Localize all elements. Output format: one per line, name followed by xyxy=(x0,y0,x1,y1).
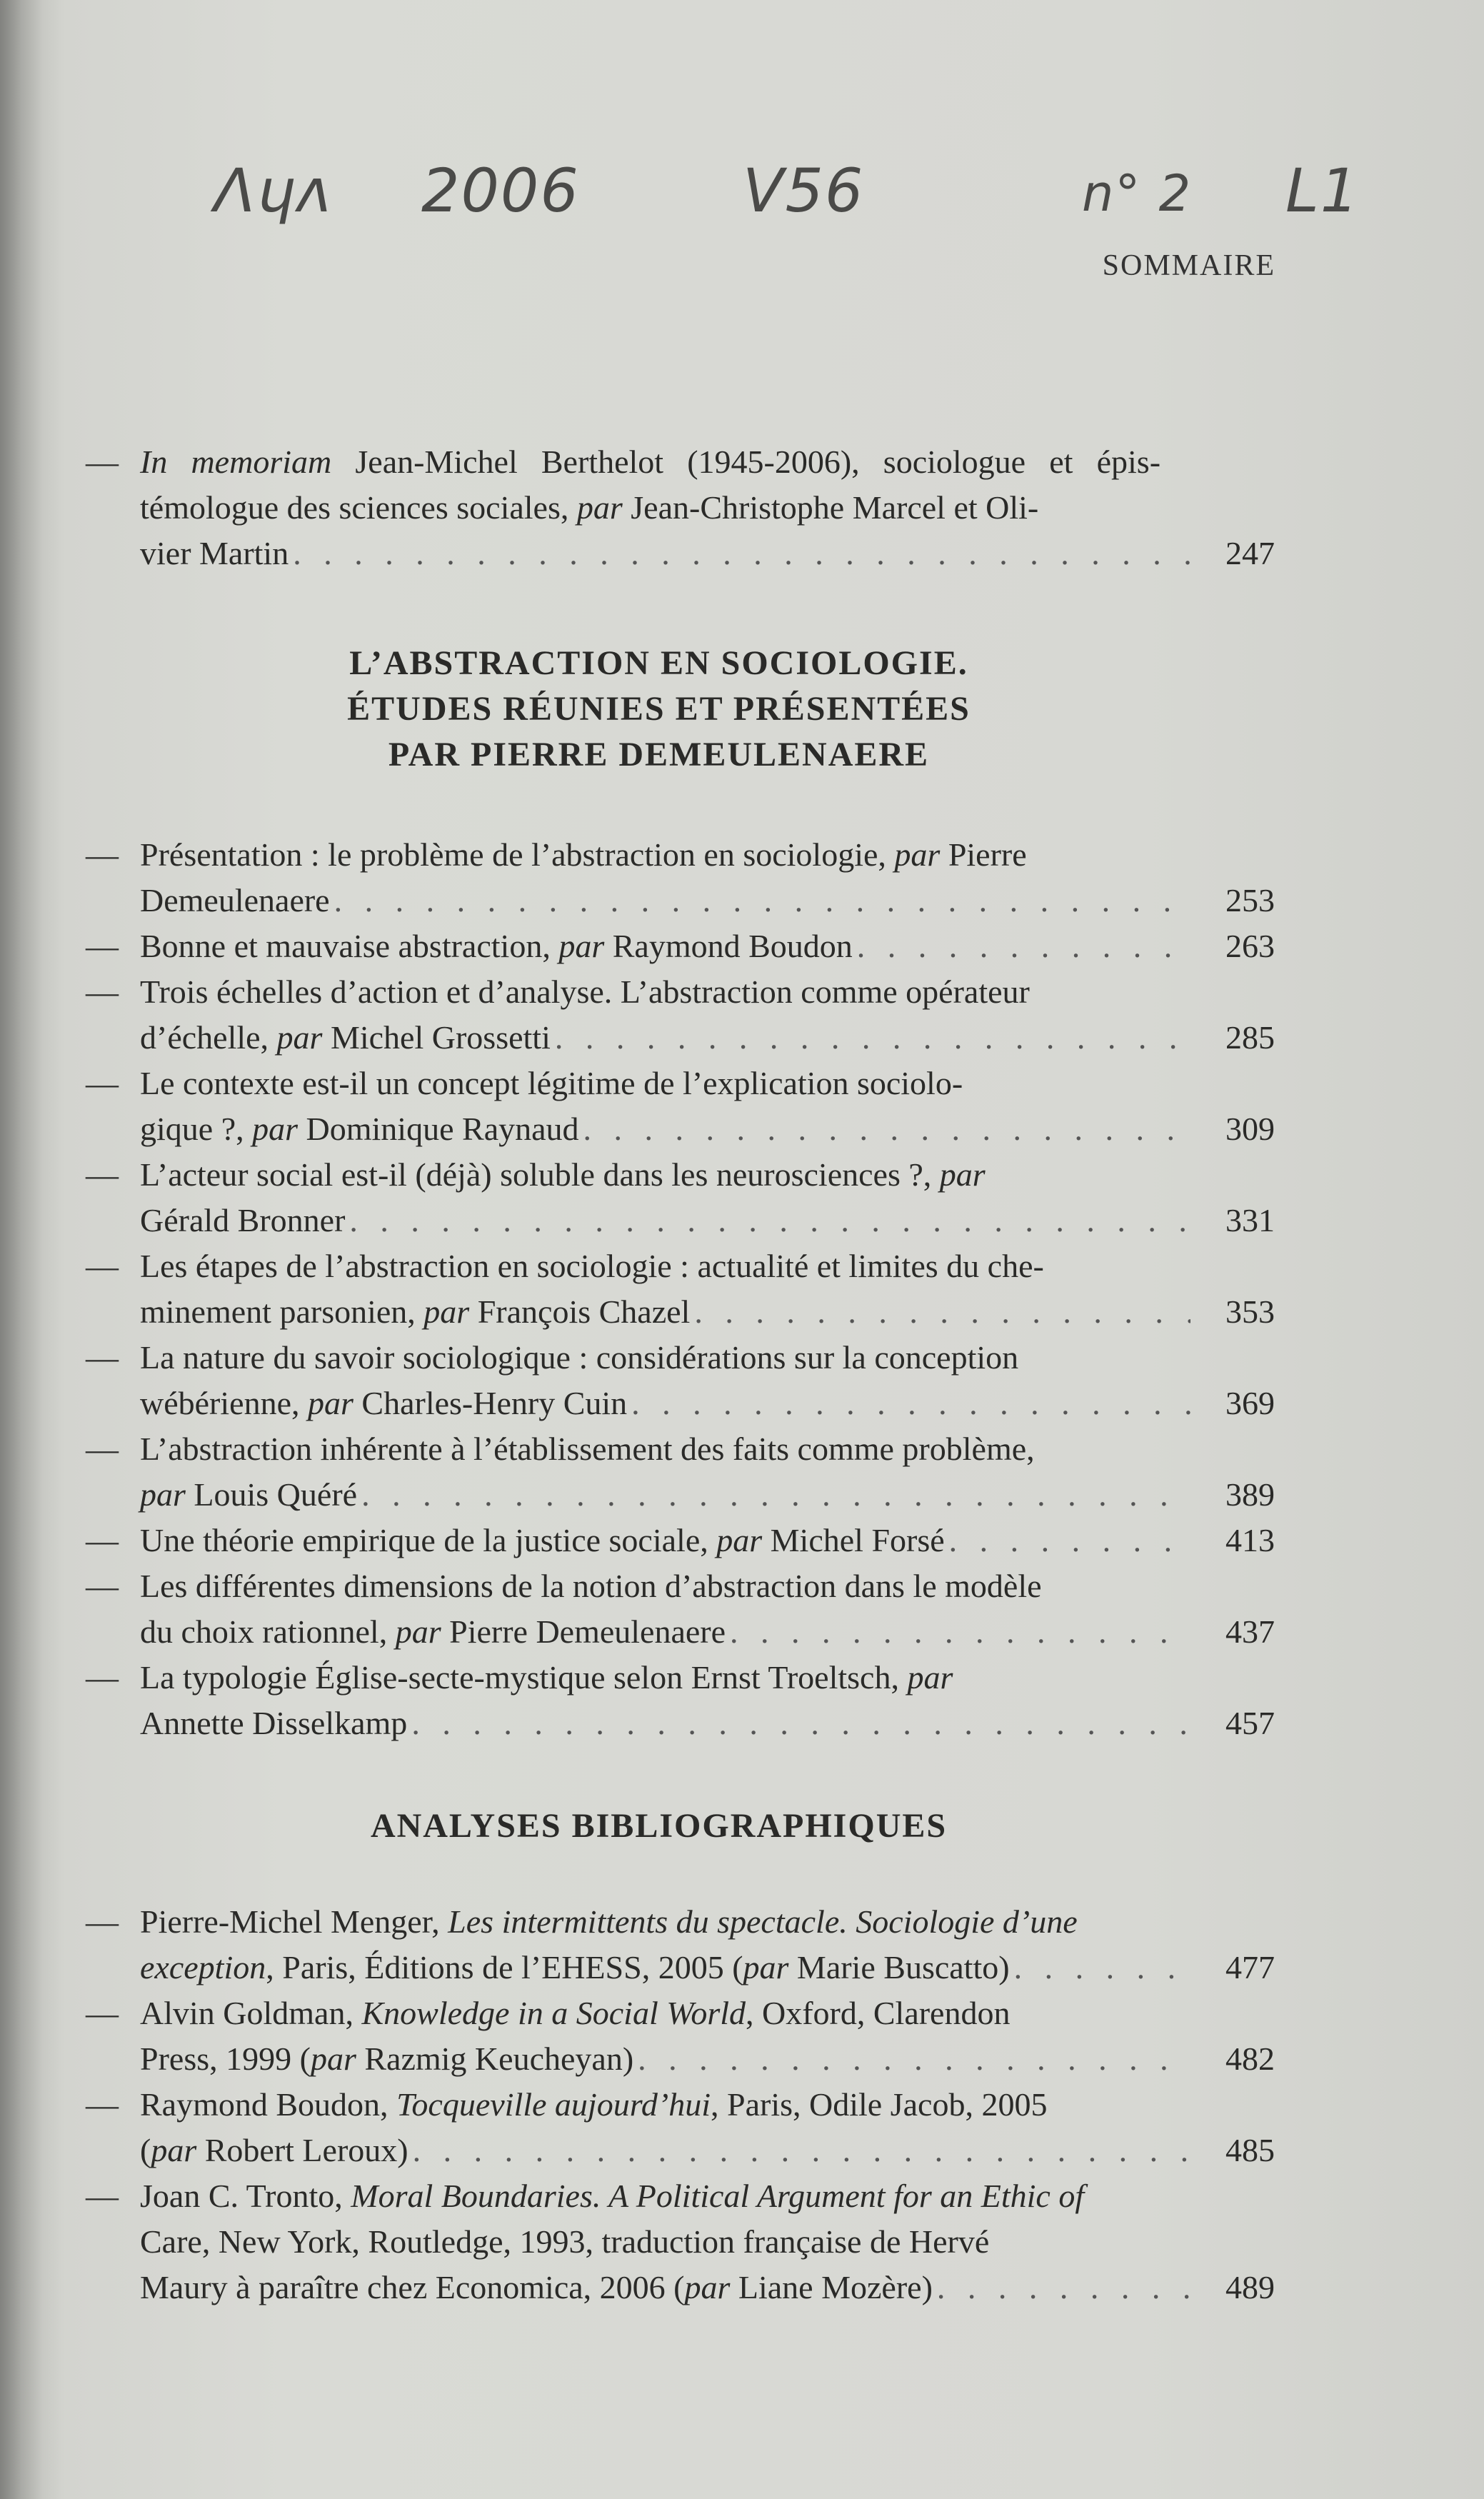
entry-text: Présentation : le problème de l’abstraction en sociologie, par Pierre xyxy=(140,836,1027,873)
entry-dash: — xyxy=(86,973,119,1010)
entry-last-line: Press, 1999 (par Razmig Keucheyan) . . . 482 xyxy=(140,2036,1275,2082)
entry-text: Les différentes dimensions de la notion d’abstraction dans le modèle xyxy=(140,1568,1042,1604)
section-title-abstraction: L’ABSTRACTION EN SOCIOLOGIE. ÉTUDES RÉUNIES ET PRÉSENTÉES PAR PIERRE DEMEULENAERE xyxy=(347,644,971,773)
leader-dots xyxy=(411,1701,1190,1746)
toc-entry[interactable] xyxy=(86,969,1275,1061)
entry-last-line: Une théorie empirique de la justice sociale, par Michel Forsé . . . 413 xyxy=(140,1518,1275,1563)
page-number: 331 xyxy=(1225,1202,1275,1238)
entry-text: La nature du savoir sociologique : considérations sur la conception xyxy=(140,1339,1019,1376)
entry-dash: — xyxy=(86,1065,119,1101)
entry-dash: — xyxy=(86,1995,119,2031)
page-number: 477 xyxy=(1225,1949,1275,1985)
toc-entry[interactable] xyxy=(86,1152,1275,1243)
toc-entry[interactable] xyxy=(86,1426,1275,1518)
section-title-analyses: ANALYSES BIBLIOGRAPHIQUES xyxy=(370,1807,948,1845)
entry-text: Pierre-Michel Menger, Les intermittents du spectacle. Sociologie d’une xyxy=(140,1903,1078,1940)
page-number: 482 xyxy=(1225,2040,1275,2077)
entry-last-line: minement parsonien, par François Chazel . . . 353 xyxy=(140,1289,1275,1335)
handwritten-year: 2006 xyxy=(421,156,580,226)
leader-dots xyxy=(349,1198,1190,1243)
toc-entry[interactable] xyxy=(86,1563,1275,1655)
entry-text: In memoriam Jean-Michel Berthelot (1945-2006), sociologue et épis-témologue des sciences sociales, par Jean-Christophe Marcel et Oli- xyxy=(140,444,1161,526)
toc-entry[interactable] xyxy=(86,1518,1275,1563)
entry-dash: — xyxy=(86,1431,119,1467)
toc-entry[interactable] xyxy=(86,1243,1275,1335)
entry-dash: — xyxy=(86,836,119,873)
review-entry[interactable] xyxy=(86,2082,1275,2173)
entry-text: Les étapes de l’abstraction en sociologie : actualité et limites du che- xyxy=(140,1248,1044,1284)
page-number: 489 xyxy=(1225,2269,1275,2305)
entry-dash: — xyxy=(86,1248,119,1284)
leader-dots xyxy=(638,2036,1190,2082)
entry-last-line: par Louis Quéré . . . 389 xyxy=(140,1472,1275,1518)
review-entry[interactable] xyxy=(86,2173,1275,2310)
leader-dots xyxy=(730,1609,1190,1655)
entry-text: La typologie Église-secte-mystique selon Ernst Troeltsch, par xyxy=(140,1659,953,1696)
leader-dots xyxy=(631,1381,1190,1426)
leader-dots xyxy=(937,2265,1190,2310)
toc-entry[interactable] xyxy=(86,1655,1275,1746)
leader-dots xyxy=(334,878,1190,923)
entry-last-line: exception, Paris, Éditions de l’EHESS, 2005 (par Marie Buscatto) . . . 477 xyxy=(140,1945,1275,1990)
entry-last-line: gique ?, par Dominique Raynaud . . . 309 xyxy=(140,1106,1275,1152)
entry-last-line: d’échelle, par Michel Grossetti . . . 285 xyxy=(140,1015,1275,1061)
entry-dash: — xyxy=(86,2086,119,2123)
entry-dash: — xyxy=(86,1568,119,1604)
leader-dots xyxy=(583,1106,1190,1152)
entry-text: Alvin Goldman, Knowledge in a Social World, Oxford, Clarendon xyxy=(140,1995,1011,2031)
entry-text: Trois échelles d’action et d’analyse. L’abstraction comme opérateur xyxy=(140,973,1030,1010)
handwritten-annotation xyxy=(214,156,1393,241)
review-entry[interactable] xyxy=(86,1990,1275,2082)
page-number: 485 xyxy=(1225,2132,1275,2168)
leader-dots xyxy=(694,1289,1190,1335)
entry-text: L’acteur social est-il (déjà) soluble dans les neurosciences ?, par xyxy=(140,1156,986,1193)
entry-dash: — xyxy=(86,1659,119,1696)
entry-dash: — xyxy=(86,1156,119,1193)
entry-dash: — xyxy=(86,928,119,964)
leader-dots xyxy=(857,923,1190,969)
page-number: 253 xyxy=(1225,882,1275,918)
entry-text: Le contexte est-il un concept légitime de l’explication sociolo- xyxy=(140,1065,963,1101)
toc-entry[interactable] xyxy=(86,832,1275,923)
reviews-list xyxy=(86,1899,1275,2310)
handwritten-volume: V56 xyxy=(743,156,865,226)
entry-dash: — xyxy=(86,1522,119,1558)
entry-text: L’abstraction inhérente à l’établissement des faits comme problème, xyxy=(140,1431,1035,1467)
leader-dots xyxy=(293,531,1190,576)
handwritten-mark-1: Ʌɥʌ xyxy=(214,156,334,226)
entry-text: Care, New York, Routledge, 1993, traduction française de Hervé xyxy=(140,2223,990,2260)
entry-text: Joan C. Tronto, Moral Boundaries. A Political Argument for an Ethic of xyxy=(140,2178,1085,2214)
toc-entry[interactable] xyxy=(86,1335,1275,1426)
handwritten-mark-5: L1 xyxy=(1285,156,1360,226)
page-number: 263 xyxy=(1225,928,1275,964)
leader-dots xyxy=(413,2128,1190,2173)
entry-dash: — xyxy=(86,1903,119,1940)
entry-last-line: wébérienne, par Charles-Henry Cuin . . . 369 xyxy=(140,1381,1275,1426)
entry-last-line: Demeulenaere . . . 253 xyxy=(140,878,1275,923)
entry-dash: — xyxy=(86,1339,119,1376)
entry-last-line: Maury à paraître chez Economica, 2006 (par Liane Mozère) . . . 489 xyxy=(140,2265,1275,2310)
articles-list xyxy=(86,832,1275,1746)
leader-dots xyxy=(1014,1945,1190,1990)
entry-last-line: du choix rationnel, par Pierre Demeulenaere . . . 437 xyxy=(140,1609,1275,1655)
running-head: SOMMAIRE xyxy=(1102,249,1275,282)
leader-dots xyxy=(949,1518,1190,1563)
entry-text: Raymond Boudon, Tocqueville aujourd’hui, Paris, Odile Jacob, 2005 xyxy=(140,2086,1048,2123)
entry-last-line: Bonne et mauvaise abstraction, par Raymond Boudon . . . 263 xyxy=(140,923,1275,969)
toc-entry-in-memoriam[interactable] xyxy=(86,439,1275,576)
page-number: 309 xyxy=(1225,1111,1275,1147)
handwritten-number: n° 2 xyxy=(1082,164,1193,223)
page-number: 247 xyxy=(1225,535,1275,571)
leader-dots xyxy=(361,1472,1190,1518)
page-number: 457 xyxy=(1225,1705,1275,1741)
spine-shadow xyxy=(0,0,43,2499)
entry-last-line: (par Robert Leroux) . . . 485 xyxy=(140,2128,1275,2173)
entry-last-line: Annette Disselkamp . . . 457 xyxy=(140,1701,1275,1746)
toc-entry[interactable] xyxy=(86,923,1275,969)
page-number: 437 xyxy=(1225,1613,1275,1650)
toc-entry[interactable] xyxy=(86,1061,1275,1152)
leader-dots xyxy=(555,1015,1190,1061)
entry-dash: — xyxy=(86,2178,119,2214)
page-number: 285 xyxy=(1225,1019,1275,1056)
entry-last-line: vier Martin . . . 247 xyxy=(140,531,1275,576)
table-of-contents xyxy=(86,439,1275,2310)
page-number: 413 xyxy=(1225,1522,1275,1558)
entry-last-line: Gérald Bronner . . . 331 xyxy=(140,1198,1275,1243)
page-number: 369 xyxy=(1225,1385,1275,1421)
review-entry[interactable] xyxy=(86,1899,1275,1990)
page-number: 353 xyxy=(1225,1293,1275,1330)
entry-dash: — xyxy=(86,444,119,480)
page-number: 389 xyxy=(1225,1476,1275,1513)
